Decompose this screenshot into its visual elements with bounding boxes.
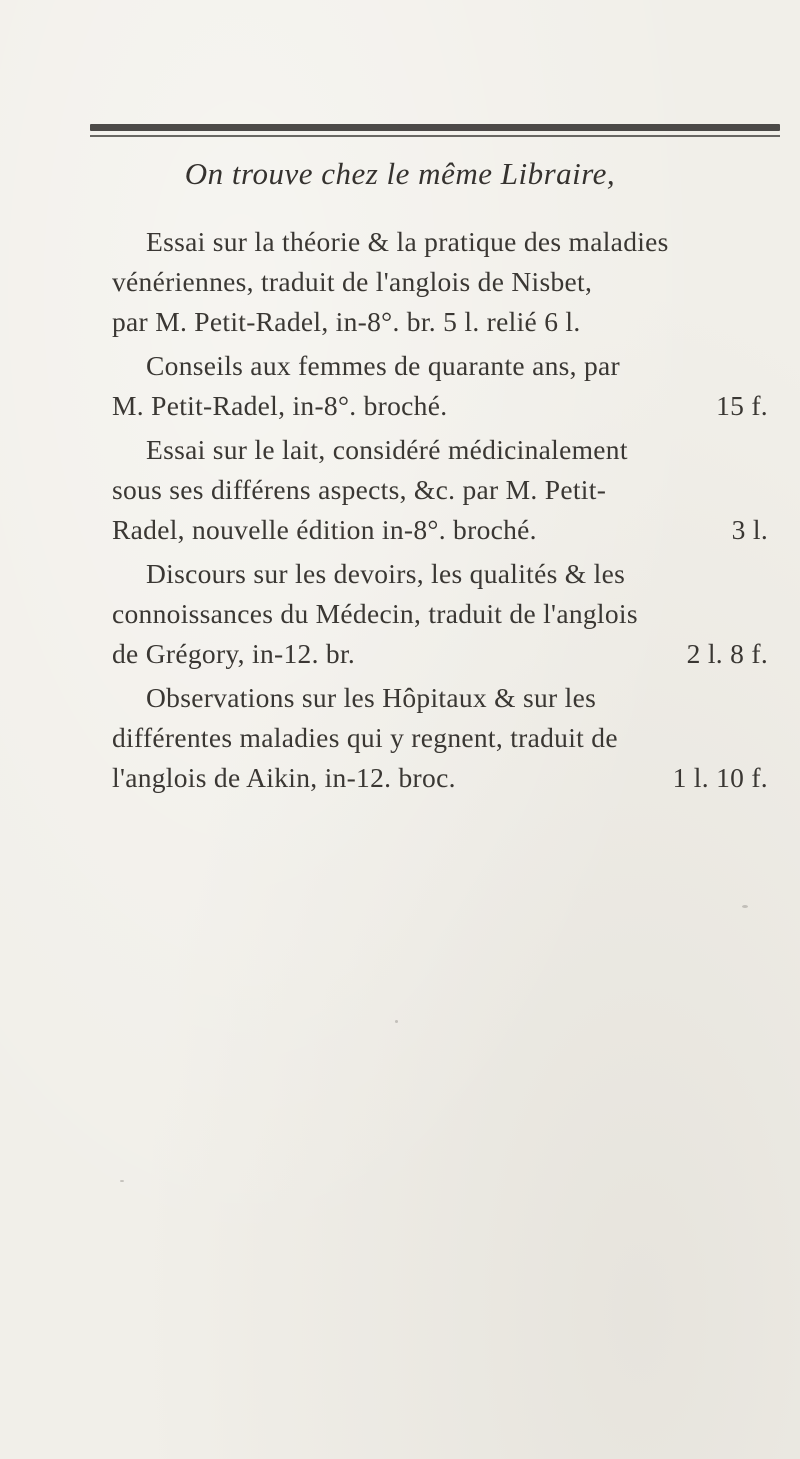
entry-line: Essai sur la théorie & la pratique des maladies [146,226,669,257]
entry-price: 2 l. 8 f. [686,638,768,669]
book-list [112,222,772,798]
entry-line-last [112,510,772,550]
entry-text: Conseils aux femmes de quarante ans, par [146,350,621,381]
entry-line-last [112,386,772,426]
entry-price: 3 l. [731,514,768,545]
entry-text: l'anglois de Aikin, in-12. broc. [112,762,456,793]
page-heading: On trouve chez le même Libraire, [184,156,616,191]
entry-price: 15 f. [716,390,768,421]
list-item [112,678,772,798]
list-item [112,222,772,342]
entry-line: sous ses différens aspects, &c. par M. Petit- [112,474,607,505]
entry-line-last [112,758,772,798]
list-item [112,554,772,674]
entry-line-last [112,302,772,342]
list-item [112,346,772,426]
entry-line: connoissances du Médecin, traduit de l'anglois [112,598,638,629]
entry-line [112,346,772,386]
entry-price [768,346,772,386]
entry-line: Observations sur les Hôpitaux & sur les [146,682,597,713]
entry-price [768,302,772,342]
entry-line-last [112,634,772,674]
paper-speck [120,1180,124,1182]
header-rule-thin [90,135,780,137]
entry-text: de Grégory, in-12. br. [112,638,356,669]
entry-line: vénériennes, traduit de l'anglois de Nisbet, [112,266,593,297]
paper-speck [742,905,748,908]
entry-text: M. Petit-Radel, in-8°. broché. [112,390,448,421]
list-item [112,430,772,550]
entry-text: par M. Petit-Radel, in-8°. br. 5 l. relié 6 l. [112,306,581,337]
entry-price: 1 l. 10 f. [672,762,768,793]
paper-speck [395,1020,398,1023]
entry-line: Essai sur le lait, considéré médicinalement [146,434,628,465]
entry-line: différentes maladies qui y regnent, traduit de [112,722,618,753]
entry-text: Radel, nouvelle édition in-8°. broché. [112,514,537,545]
entry-line: Discours sur les devoirs, les qualités & les [146,558,626,589]
header-rule-thick [90,124,780,131]
